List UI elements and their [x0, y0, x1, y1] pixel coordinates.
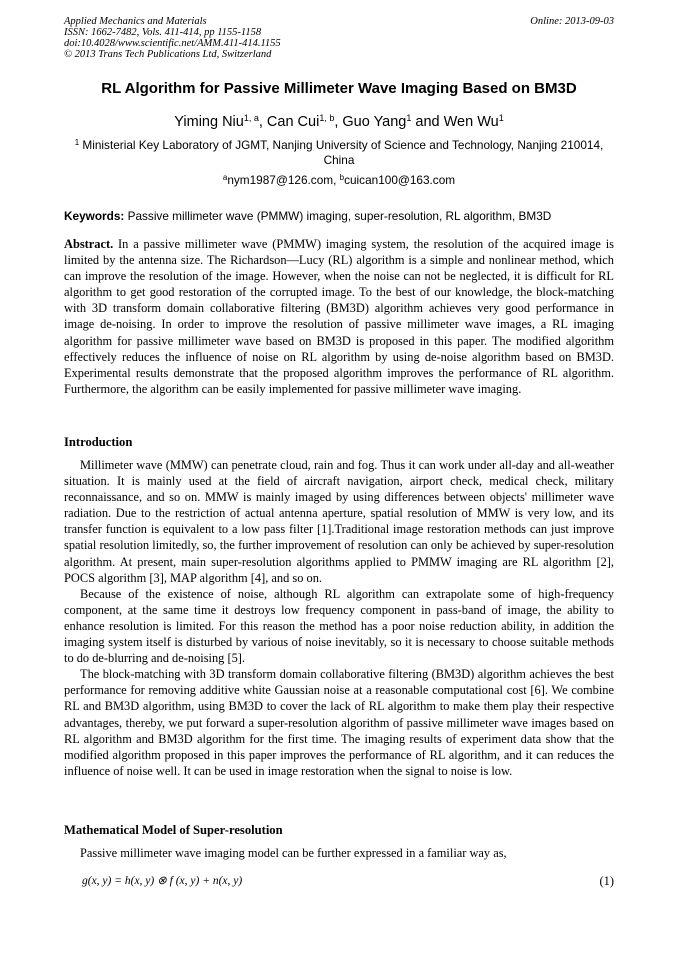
author-affil-mark: 1, b [319, 113, 335, 123]
section-heading-introduction: Introduction [64, 435, 133, 449]
issn-line: ISSN: 1662-7482, Vols. 411-414, pp 1155-1158 [64, 27, 262, 38]
paragraph: Millimeter wave (MMW) can penetrate cloud, rain and fog. Thus it can work under all-day and all-weather situation. It is mainly used at the field of aircraft navigation, airport check, medical check, military reconnaissance, and so on. MMW is mainly imaged by using differences between objects' millimeter wave radiation. Due to the restriction of actual antenna aperture, spatial resolution of MMW is very low, and its transfer function is equivalent to a low pass filter [1].Traditional image restoration methods can just improve spatial resolution limitedly, so, the further improvement of resolution can only be achieved by super-resolution algorithm. At present, main super-resolution algorithms applied to PMMW imaging are RL algorithm [2], POCS algorithm [3], MAP algorithm [4], and so on. [64, 458, 614, 585]
equation-number: (1) [599, 874, 614, 888]
paragraph: Because of the existence of noise, although RL algorithm can extrapolate some of high-frequency component, at the same time it destroys low frequency component in pass-band of image, the ability to enhance resolution is limited. For this reason the method has a poor noise reduction ability, in addition the imaging system itself is disturbed by various of noise inevitably, so it is necessary to choose suitable methods to do de-blurring and de-noising [5]. [64, 586, 614, 666]
email-mark: b [339, 173, 345, 182]
affiliation-mark: 1 [74, 138, 80, 147]
paragraph: Passive millimeter wave imaging model can be further expressed in a familiar way as, [80, 846, 507, 860]
copyright-line: © 2013 Trans Tech Publications Ltd, Switzerland [64, 49, 272, 60]
paper-title: RL Algorithm for Passive Millimeter Wave Imaging Based on BM3D [101, 80, 577, 97]
email-address: cuican100@163.com [344, 173, 456, 187]
author-separator: , [334, 114, 343, 130]
author-name: Can Cui [266, 114, 320, 130]
author-affil-mark: 1 [406, 113, 412, 123]
keywords [64, 209, 614, 224]
doi-line: doi:10.4028/www.scientific.net/AMM.411-414.1155 [64, 38, 281, 49]
keywords-text: Passive millimeter wave (PMMW) imaging, super-resolution, RL algorithm, BM3D [124, 209, 552, 223]
email-address: nym1987@126.com, [227, 173, 340, 187]
journal-header [64, 16, 281, 60]
abstract-text: In a passive millimeter wave (PMMW) imaging system, the resolution of the acquired image is limited by the antenna size. The Richardson—Lucy (RL) algorithm is a simple and nonlinear method, which can improve the resolution of the image. However, when the noise can not be neglected, it is difficult for RL algorithm to get good restoration of the corrupted image. To the best of our knowledge, the block-matching with 3D transform domain collaborative filtering (BM3D) algorithm achieves very good performance in image de-noising. In order to improve the resolution of passive millimeter wave images, a RL imaging algorithm for passive millimeter wave based on BM3D is proposed in this paper. The modified algorithm effectively reduces the influence of noise on RL algorithm by using de-noise algorithm based on BM3D. Experimental results demonstrate that the proposed algorithm improves the performance of RL algorithm. Furthermore, the algorithm can be easily implemented for passive millimeter wave imaging. [64, 237, 614, 396]
author-emails [40, 173, 638, 188]
affiliation [64, 138, 614, 168]
author-separator: and [411, 114, 444, 130]
author-name: Guo Yang [342, 114, 407, 130]
abstract [64, 236, 614, 397]
introduction-body [64, 457, 614, 779]
email-mark: a [222, 173, 228, 182]
equation-1: g(x, y) = h(x, y) ⊗ f (x, y) + n(x, y) [82, 875, 243, 887]
paragraph: The block-matching with 3D transform domain collaborative filtering (BM3D) algorithm achieves the best performance for removing additive white Gaussian noise at a reasonable computational cost [6]. We combine RL and BM3D algorithm, using BM3D to cover the lack of RL algorithm to make them play their respective advantages, thereby, we put forward a super-resolution algorithm of passive millimeter wave images based on RL algorithm and BM3D algorithm for the first time. The imaging results of experiment data show that the modified algorithm proposed in this paper improves the performance of RL algorithm, and it can reduces the influence of noise well. It can be used in image restoration when the signal to noise is low. [64, 667, 614, 778]
author-affil-mark: 1, a [243, 113, 259, 123]
math-model-body [64, 845, 614, 861]
author-list [40, 113, 638, 131]
abstract-label: Abstract. [64, 237, 114, 251]
journal-name: Applied Mechanics and Materials [64, 16, 207, 27]
online-date: Online: 2013-09-03 [530, 16, 614, 27]
affiliation-text: Ministerial Key Laboratory of JGMT, Nanjing University of Science and Technology, Nanjing 210014, China [82, 138, 604, 167]
author-name: Wen Wu [443, 114, 499, 130]
author-affil-mark: 1 [498, 113, 504, 123]
author-separator: , [258, 114, 267, 130]
keywords-label: Keywords: [64, 209, 125, 223]
author-name: Yiming Niu [174, 114, 244, 130]
section-heading-math-model: Mathematical Model of Super-resolution [64, 823, 283, 837]
